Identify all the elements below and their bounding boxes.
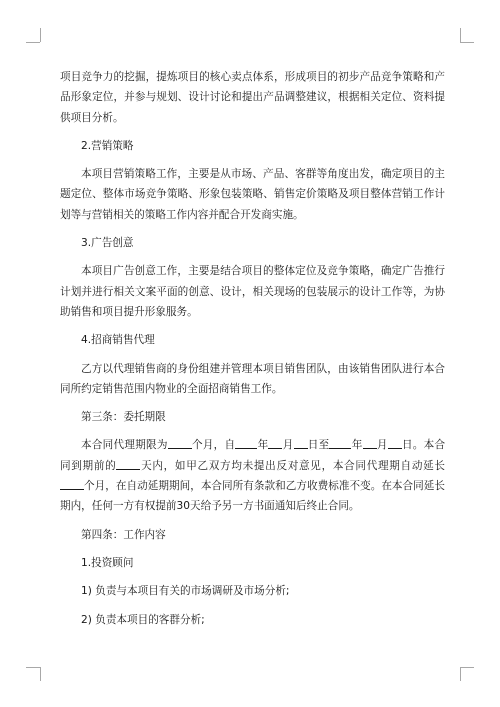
- article-4-title: 第四条：工作内容: [81, 528, 166, 541]
- blank-start-day: [294, 437, 308, 449]
- term-text-5: 日至: [307, 439, 330, 452]
- blank-start-year: [235, 437, 257, 449]
- blank-months: [168, 437, 192, 449]
- heading-marketing-strategy: 2.营销策略: [81, 139, 134, 152]
- blank-extension-months: [60, 478, 84, 490]
- term-text-3: 年: [257, 439, 269, 452]
- term-text-6: 年: [351, 439, 363, 452]
- document-body: [60, 67, 445, 638]
- term-text-9: 天内，如甲乙双方均未提出反对意见，本合同代理期自动延长: [140, 459, 445, 472]
- list-item-market-research: 1) 负责与本项目有关的市场调研及市场分析;: [81, 585, 290, 598]
- paragraph-ad-creative: 本项目广告创意工作，主要是结合项目的整体定位及竞争策略，确定广告推行计划并进行相关文案平面的创意、设计，相关现场的包装展示的设计工作等，为协助销售和项目提升形象服务。: [60, 265, 445, 318]
- paragraph-competitiveness: 项目竞争力的挖掘，提炼项目的核心卖点体系，形成项目的初步产品竞争策略和产品形象定位，并参与规划、设计讨论和提出产品调整建议，根据相关定位、资料提供项目分析。: [60, 71, 445, 124]
- term-text-1: 本合同代理期限为: [81, 439, 168, 452]
- term-text-8: 日。本合同到期前的: [60, 439, 446, 472]
- paragraph-marketing-strategy: 本项目营销策略工作，主要是从市场、产品、客群等角度出发，确定项目的主题定位、整体市场竞争策略、形象包装策略、销售定价策略及项目整体营销工作计划等与营销相关的策略工作内容并配合开发商实施。: [60, 168, 445, 221]
- article-3-title: 第三条：委托期限: [81, 411, 166, 424]
- heading-ad-creative: 3.广告创意: [81, 237, 134, 250]
- blank-start-month: [268, 437, 282, 449]
- blank-days: [116, 458, 140, 470]
- blank-end-year: [329, 437, 351, 449]
- term-text-10: 个月，在自动延期期间，本合同所有条款和乙方收费标准不变。在本合同延长期内，任何一方有权提前30天给予另一方书面通知后终止合同。: [60, 480, 445, 513]
- blank-end-month: [363, 437, 377, 449]
- term-text-2: 个月，自: [191, 439, 236, 452]
- heading-sales-agency: 4.招商销售代理: [81, 334, 155, 347]
- blank-end-day: [388, 437, 402, 449]
- list-item-customer-analysis: 2) 负责本项目的客群分析;: [81, 613, 205, 626]
- term-text-7: 月: [376, 439, 388, 452]
- paragraph-agency-term: [60, 435, 445, 516]
- term-text-4: 月: [282, 439, 294, 452]
- paragraph-sales-agency: 乙方以代理销售商的身份组建并管理本项目销售团队，由该销售团队进行本合同所约定销售范围内物业的全面招商销售工作。: [60, 362, 445, 395]
- section-investment-advisor: 1.投资顾问: [81, 556, 134, 569]
